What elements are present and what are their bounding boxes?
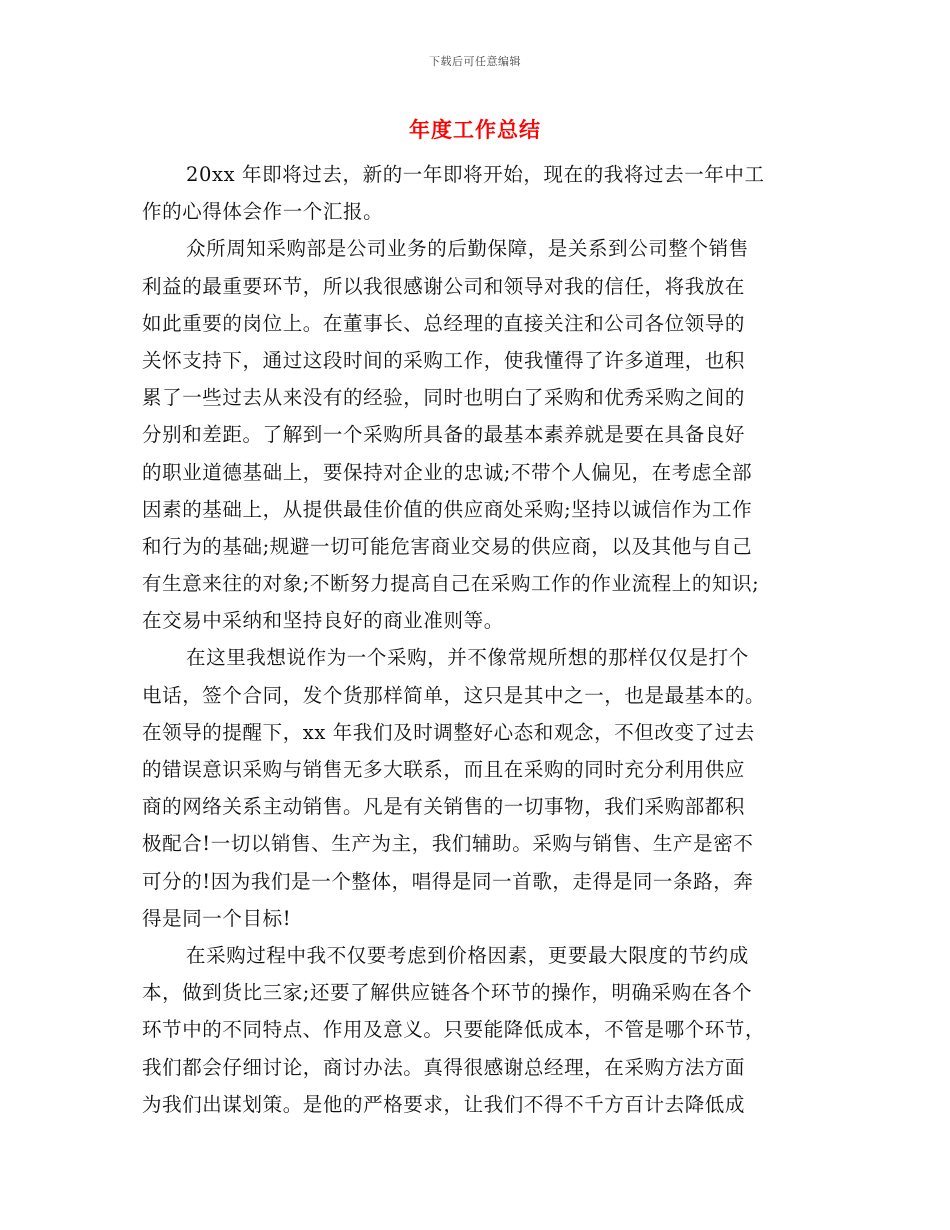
- text-line: 分别和差距。了解到一个采购所具备的最基本素养就是要在具备良好: [142, 423, 746, 447]
- text-line: 我们都会仔细讨论，商讨办法。真得很感谢总经理，在采购方法方面: [142, 1055, 746, 1079]
- text-line: 利益的最重要环节，所以我很感谢公司和领导对我的信任，将我放在: [142, 274, 746, 298]
- text-line: 如此重要的岗位上。在董事长、总经理的直接关注和公司各位领导的: [142, 311, 746, 335]
- text-line: 为我们出谋划策。是他的严格要求，让我们不得不千方百计去降低成: [142, 1092, 746, 1116]
- text-line: 作的心得体会作一个汇报。: [142, 200, 384, 224]
- text-line: 在交易中采纳和坚持良好的商业准则等。: [142, 609, 504, 633]
- text-line: 在采购过程中我不仅要考虑到价格因素，更要最大限度的节约成: [186, 943, 749, 967]
- document-title: 年度工作总结: [409, 118, 541, 142]
- text-line: 可分的!因为我们是一个整体，唱得是同一首歌，走得是同一条路，奔: [142, 869, 754, 893]
- text-line: 有生意来往的对象;不断努力提高自己在采购工作的作业流程上的知识;: [142, 572, 760, 596]
- text-line: 累了一些过去从来没有的经验，同时也明白了采购和优秀采购之间的: [142, 386, 746, 410]
- text-line: 极配合!一切以销售、生产为主，我们辅助。采购与销售、生产是密不: [142, 832, 754, 856]
- text-line: 众所周知采购部是公司业务的后勤保障，是关系到公司整个销售: [186, 237, 749, 261]
- text-line: 因素的基础上，从提供最佳价值的供应商处采购;坚持以诚信作为工作: [142, 497, 753, 521]
- page-header-note: 下载后可任意编辑: [429, 55, 521, 68]
- text-line: 的错误意识采购与销售无多大联系，而且在采购的同时充分利用供应: [142, 758, 746, 781]
- text-line: 电话，签个合同，发个货那样简单，这只是其中之一，也是最基本的。: [142, 683, 766, 707]
- text-line: 在这里我想说作为一个采购，并不像常规所想的那样仅仅是打个: [186, 646, 749, 670]
- text-line: 在领导的提醒下，xx 年我们及时调整好心态和观念，不但改变了过去: [142, 720, 755, 744]
- text-line: 和行为的基础;规避一切可能危害商业交易的供应商，以及其他与自己: [142, 534, 753, 558]
- text-line: 的职业道德基础上，要保持对企业的忠诚;不带个人偏见，在考虑全部: [142, 460, 753, 484]
- document-body: [142, 156, 812, 1123]
- text-line: 环节中的不同特点、作用及意义。只要能降低成本，不管是哪个环节，: [142, 1018, 766, 1042]
- text-line: 本，做到货比三家;还要了解供应链各个环节的操作，明确采购在各个: [142, 981, 753, 1005]
- text-line: 商的网络关系主动销售。凡是有关销售的一切事物，我们采购部都积: [142, 795, 746, 819]
- text-line: 20xx 年即将过去，新的一年即将开始，现在的我将过去一年中工: [186, 163, 765, 186]
- text-line: 得是同一个目标!: [142, 906, 292, 930]
- text-line: 关怀支持下，通过这段时间的采购工作，使我懂得了许多道理，也积: [142, 348, 746, 372]
